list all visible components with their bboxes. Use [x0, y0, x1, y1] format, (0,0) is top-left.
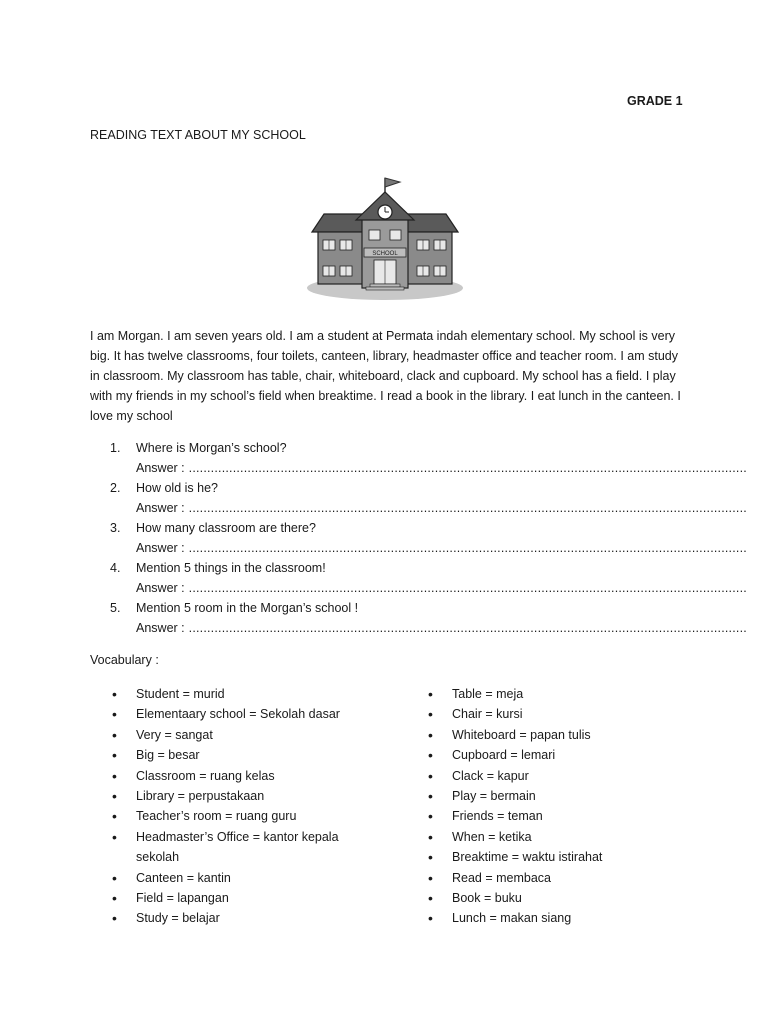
question-list: [110, 438, 747, 638]
question-text: How many classroom are there?: [136, 521, 316, 535]
answer-blank[interactable]: ........................................................................................................................................................: [188, 461, 747, 475]
vocabulary-item: • Study = belajar: [110, 908, 370, 928]
vocabulary-item: • Lunch = makan siang: [426, 908, 686, 928]
vocabulary-item: • Table = meja: [426, 684, 686, 704]
grade-label: GRADE 1: [627, 94, 683, 108]
vocabulary-item: • Canteen = kantin: [110, 868, 370, 888]
vocabulary-item: • Library = perpustakaan: [110, 786, 370, 806]
vocabulary-item: • Big = besar: [110, 745, 370, 765]
answer-label: Answer :: [136, 541, 185, 555]
question-item: [110, 518, 747, 558]
answer-label: Answer :: [136, 621, 185, 635]
vocabulary-item: • Classroom = ruang kelas: [110, 766, 370, 786]
vocabulary-item: • Read = membaca: [426, 868, 686, 888]
vocabulary-item: • Clack = kapur: [426, 766, 686, 786]
vocabulary-list-right: [426, 684, 686, 929]
vocabulary-item: • Book = buku: [426, 888, 686, 908]
answer-blank[interactable]: ........................................................................................................................................................: [188, 621, 747, 635]
document-title: READING TEXT ABOUT MY SCHOOL: [90, 128, 306, 142]
answer-label: Answer :: [136, 581, 185, 595]
vocabulary-item: • Teacher’s room = ruang guru: [110, 806, 370, 826]
question-text: How old is he?: [136, 481, 218, 495]
vocabulary-item: • Cupboard = lemari: [426, 745, 686, 765]
answer-blank[interactable]: ........................................................................................................................................................: [188, 501, 747, 515]
vocabulary-item: • Student = murid: [110, 684, 370, 704]
answer-line[interactable]: [136, 538, 747, 558]
reading-passage: I am Morgan. I am seven years old. I am a student at Permata indah elementary school. My school is very big. It has twelve classrooms, four toilets, canteen, library, headmaster office and teacher room. I am study in classroom. My classroom has table, chair, whiteboard, clack and cupboard. My school has a field. I play with my friends in my school’s field when breaktime. I read a book in the library. I eat lunch in the canteen. I love my school: [90, 329, 681, 423]
answer-line[interactable]: [136, 498, 747, 518]
answer-label: Answer :: [136, 461, 185, 475]
answer-blank[interactable]: ........................................................................................................................................................: [188, 581, 747, 595]
vocabulary-item: • When = ketika: [426, 827, 686, 847]
question-item: [110, 438, 747, 478]
vocabulary-item: • Breaktime = waktu istirahat: [426, 847, 686, 867]
question-number: 1.: [110, 441, 121, 455]
question-text: Where is Morgan’s school?: [136, 441, 287, 455]
vocabulary-item: • Play = bermain: [426, 786, 686, 806]
vocabulary-item: • Field = lapangan: [110, 888, 370, 908]
question-number: 2.: [110, 481, 121, 495]
school-building-icon: [304, 170, 466, 302]
answer-line[interactable]: [136, 578, 747, 598]
vocabulary-item: • Elementaary school = Sekolah dasar: [110, 704, 370, 724]
vocabulary-item: • Friends = teman: [426, 806, 686, 826]
svg-text:SCHOOL: SCHOOL: [372, 251, 398, 257]
vocabulary-item: • Headmaster’s Office = kantor kepala sekolah: [110, 827, 370, 868]
question-number: 4.: [110, 561, 121, 575]
vocabulary-item: • Very = sangat: [110, 725, 370, 745]
vocabulary-item: • Whiteboard = papan tulis: [426, 725, 686, 745]
answer-line[interactable]: [136, 618, 747, 638]
question-item: [110, 598, 747, 638]
question-item: [110, 478, 747, 518]
question-number: 5.: [110, 601, 121, 615]
question-text: Mention 5 room in the Morgan’s school !: [136, 601, 359, 615]
answer-blank[interactable]: ........................................................................................................................................................: [188, 541, 747, 555]
question-number: 3.: [110, 521, 121, 535]
answer-line[interactable]: [136, 458, 747, 478]
vocabulary-item: • Chair = kursi: [426, 704, 686, 724]
answer-label: Answer :: [136, 501, 185, 515]
vocabulary-list-left: [110, 684, 370, 929]
question-text: Mention 5 things in the classroom!: [136, 561, 326, 575]
vocabulary-heading: Vocabulary :: [90, 653, 159, 667]
question-item: [110, 558, 747, 598]
